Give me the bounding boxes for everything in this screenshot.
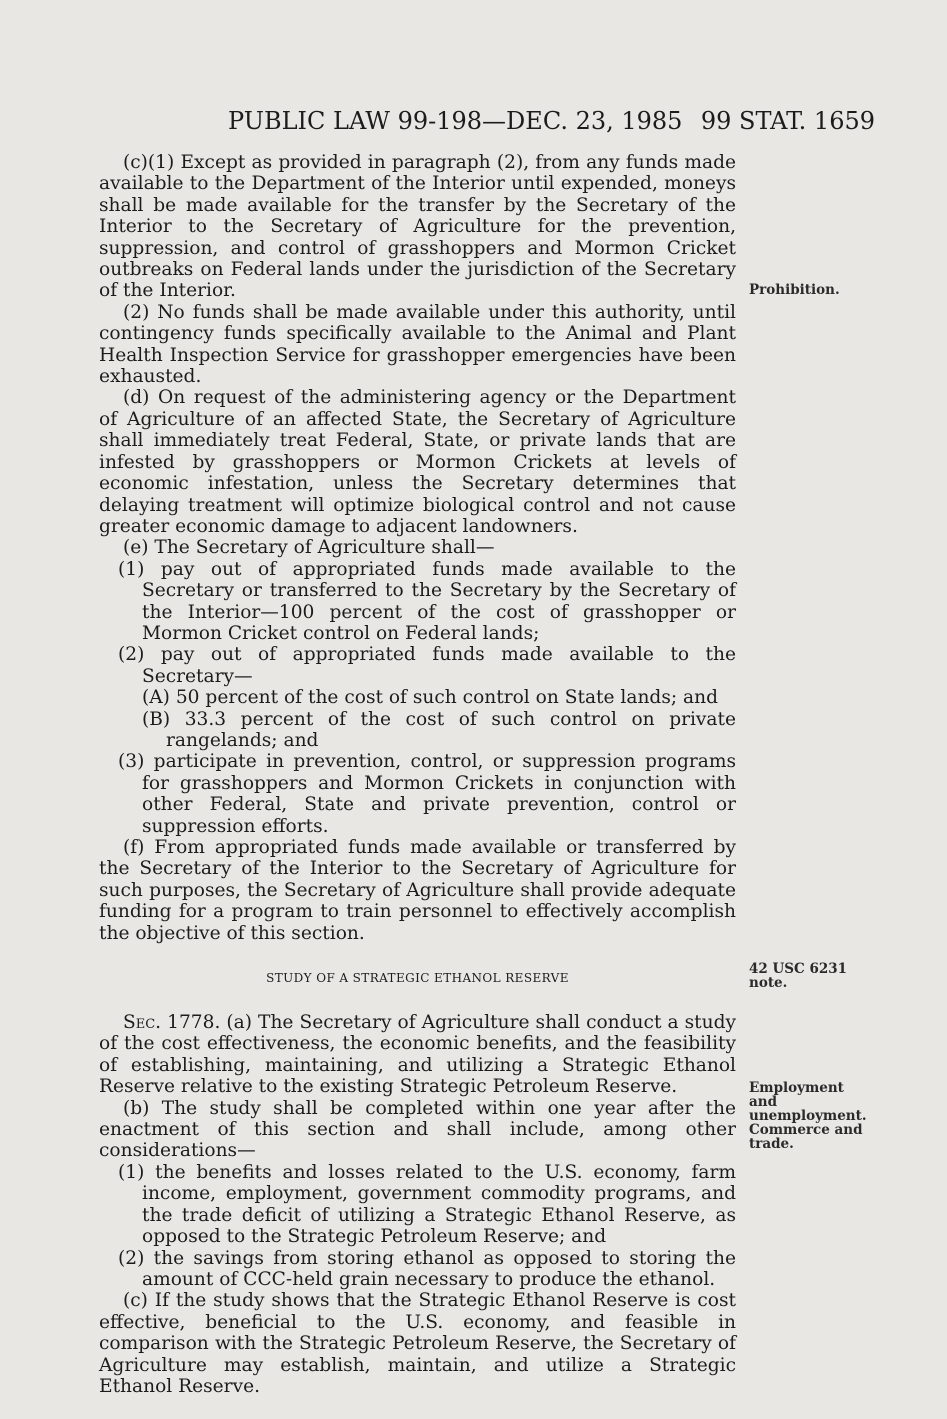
margin-note-usc: 42 USC 6231 note.: [749, 961, 848, 991]
paragraph-e1: (1) pay out of appropriated funds made available to the Secretary or transferred to the Secretary by the Secretary of the Interior—100 percent of the cost of grasshopper or Mormon Cricket control on Federal lands;: [118, 558, 736, 644]
paragraph-e2b: (B) 33.3 percent of the cost of such control on private rangelands; and: [142, 708, 736, 751]
paragraph-b1: (1) the benefits and losses related to the U.S. economy, farm income, employment, government commodity programs, and the trade deficit of utilizing a Strategic Ethanol Reserve, as opposed to the Strategic Petroleum Reserve; and: [118, 1161, 736, 1248]
section-1778-a-text: 1778. (a) The Secretary of Agriculture shall conduct a study of the cost effectiveness, the economic benefits, and the feasibility of establishing, maintaining, and utilizing a Strategic Ethanol Reserve relative to the existing Strategic Petroleum Reserve.: [99, 1012, 736, 1098]
paragraph-b2: (2) the savings from storing ethanol as opposed to storing the amount of CCC-held grain necessary to produce the ethanol.: [118, 1247, 736, 1290]
paragraph-c2: (2) No funds shall be made available under this authority, until contingency funds specifically available to the Animal and Plant Health Inspection Service for grasshopper emergencies have been exhausted.: [99, 301, 736, 388]
paragraph-b: (b) The study shall be completed within one year after the enactment of this section and shall include, among other considerations—: [99, 1097, 736, 1162]
paragraph-c1: (c)(1) Except as provided in paragraph (2), from any funds made available to the Department of the Interior until expended, moneys shall be made available for the transfer by the Secretary of the Interior to the Secretary of Agriculture for the prevention, suppression, and control of grasshoppers and Mormon Cricket outbreaks on Federal lands under the jurisdiction of the Secretary of the Interior.: [99, 152, 736, 302]
paragraph-e2: (2) pay out of appropriated funds made available to the Secretary—: [118, 644, 736, 687]
statute-page-number: 99 STAT. 1659: [700, 107, 875, 135]
paragraph-e3: (3) participate in prevention, control, or suppression programs for grasshoppers and Mormon Crickets in conjunction with other Federal, State and private prevention, control or suppression efforts.: [118, 751, 736, 837]
law-text: [99, 152, 736, 1397]
paragraph-e: (e) The Secretary of Agriculture shall—: [123, 537, 495, 559]
public-law-title: PUBLIC LAW 99-198—DEC. 23, 1985: [228, 107, 683, 135]
paragraph-d: (d) On request of the administering agency or the Department of Agriculture of an affected State, the Secretary of Agriculture shall immediately treat Federal, State, or private lands that are infested by grasshoppers or Mormon Crickets at levels of economic infestation, unless the Secretary determines that delaying treatment will optimize biological control and not cause greater economic damage to adjacent landowners.: [99, 387, 736, 537]
margin-note-prohibition: Prohibition.: [749, 282, 840, 298]
section-heading: STUDY OF A STRATEGIC ETHANOL RESERVE: [266, 971, 569, 986]
paragraph-e2a: (A) 50 percent of the cost of such control on State lands; and: [142, 687, 719, 709]
section-label: Sec.: [123, 1012, 162, 1034]
paragraph-f: (f) From appropriated funds made available or transferred by the Secretary of the Interior to the Secretary of Agriculture for such purposes, the Secretary of Agriculture shall provide adequate funding for a program to train personnel to effectively accomplish the objective of this section.: [99, 837, 736, 944]
section-1778-a: [99, 1012, 736, 1098]
running-header: [228, 103, 875, 139]
paragraph-c-final: (c) If the study shows that the Strategic Ethanol Reserve is cost effective, beneficial to the U.S. economy, and feasible in comparison with the Strategic Petroleum Reserve, the Secretary of Agriculture may establish, maintain, and utilize a Strategic Ethanol Reserve.: [99, 1290, 736, 1397]
margin-note-employment: Employment and unemployment. Commerce and trade.: [749, 1080, 867, 1152]
